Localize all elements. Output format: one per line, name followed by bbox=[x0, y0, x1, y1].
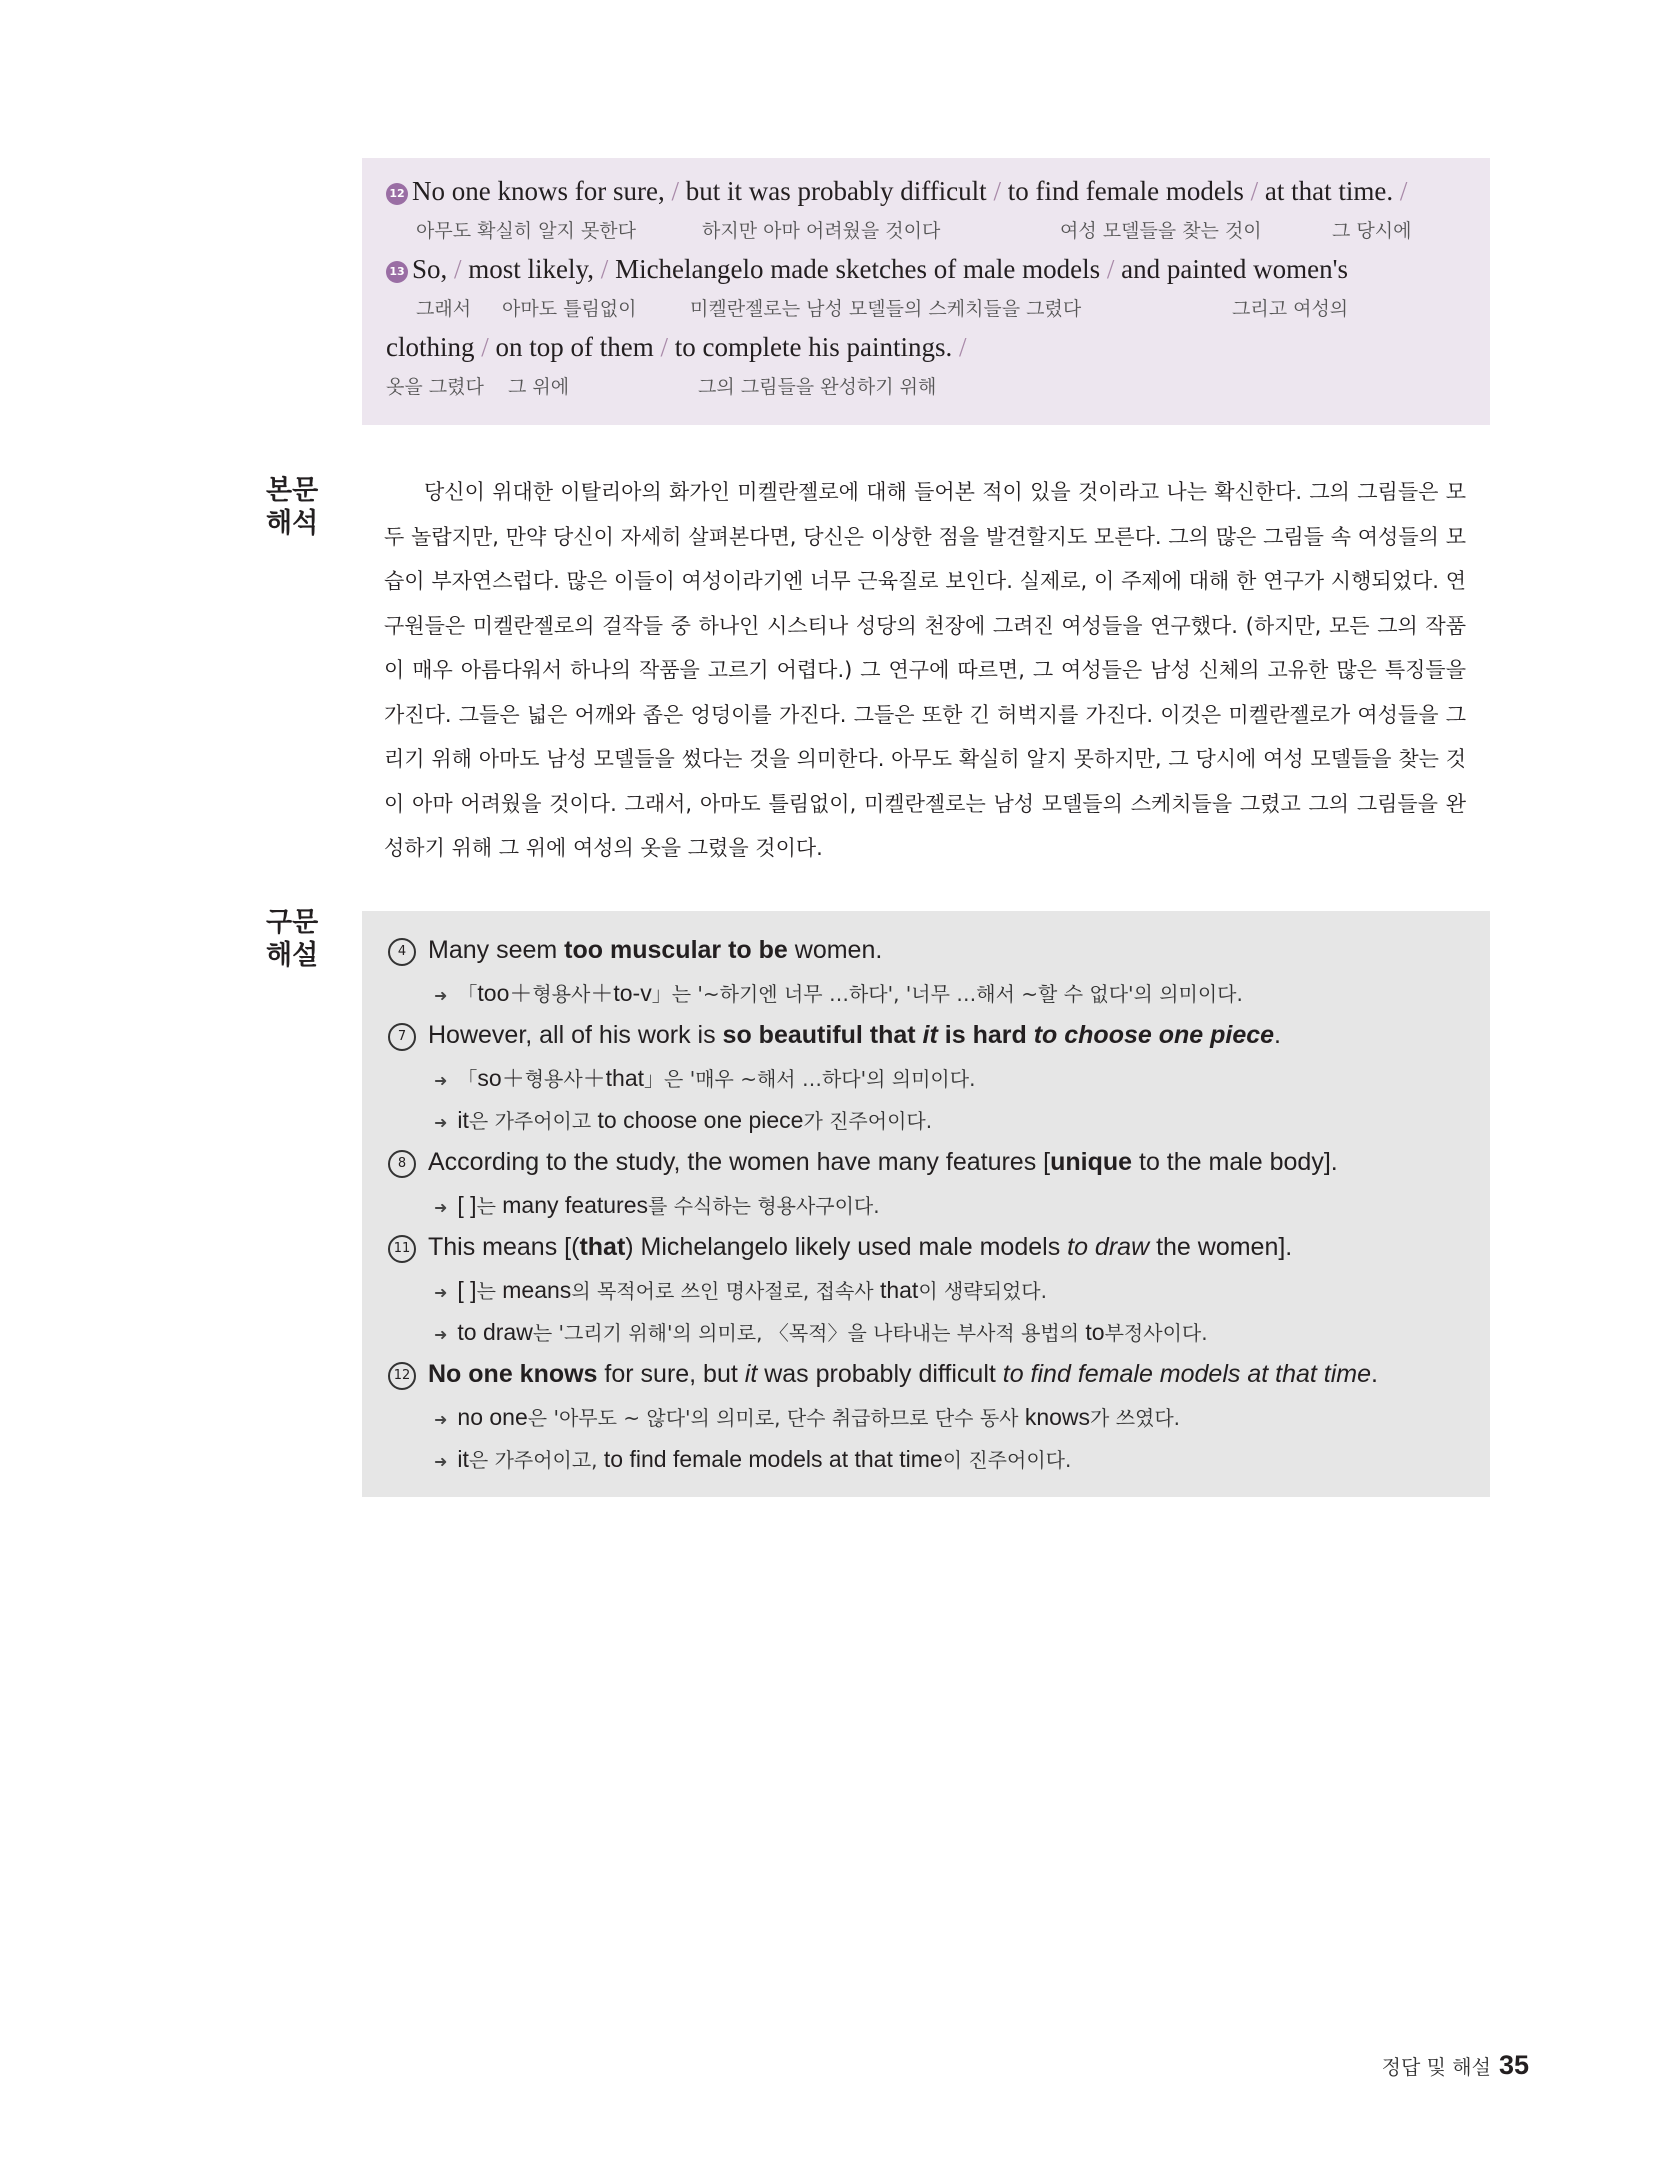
note-en: too＋ bbox=[477, 980, 533, 1006]
chunk-gloss: 그래서 bbox=[416, 298, 472, 320]
slash: / bbox=[1399, 176, 1408, 206]
note-en: it bbox=[457, 1107, 469, 1133]
arrow-icon: ➜ bbox=[434, 1410, 448, 1429]
chunk-text: at that time. bbox=[1264, 176, 1394, 206]
grammar-bold-italic: to choose one piece bbox=[1033, 1021, 1275, 1049]
grammar-text: women. bbox=[787, 936, 883, 964]
grammar-italic: it bbox=[744, 1360, 758, 1388]
chunk-gloss: 아무도 확실히 알지 못한다 bbox=[416, 220, 637, 242]
chunk-text: on top of them bbox=[495, 332, 654, 362]
slash: / bbox=[671, 176, 679, 206]
arrow-icon: ➜ bbox=[434, 1113, 448, 1132]
note-text: 는 bbox=[476, 1194, 503, 1218]
note-en: knows bbox=[1024, 1404, 1091, 1430]
grammar-text: ) Michelangelo likely used male models bbox=[625, 1233, 1068, 1261]
page-footer bbox=[1382, 2050, 1529, 2081]
note-en: ＋to-v bbox=[590, 980, 652, 1006]
section-label-translation bbox=[266, 474, 318, 540]
grammar-text: . bbox=[1371, 1360, 1378, 1388]
grammar-text: However, all of his work is bbox=[428, 1021, 723, 1049]
translation-paragraph: 당신이 위대한 이탈리아의 화가인 미켈란젤로에 대해 들어본 적이 있을 것이라고 나는 확신한다. 그의 그림들은 모두 놀랍지만, 만약 당신이 자세히 살펴본다면, 당신은 이상한 점을 발견할지도 모른다. 그의 많은 그림들 속 여성들의 모습이 부자연스럽다. 많은 이들이 여성이라기엔 너무 근육질로 보인다. 실제로, 이 주제에 대해 한 연구가 시행되었다. 연구원들은 미켈란젤로의 걸작들 중 하나인 시스티나 성당의 천장에 그려진 여성들을 연구했다. (하지만, 모든 그의 작품이 매우 아름다워서 하나의 작품을 고르기 어렵다.) 그 연구에 따르면, 그 여성들은 남성 신체의 고유한 많은 특징들을 가진다. 그들은 넓은 어깨와 좁은 엉덩이를 가진다. 그들은 또한 긴 허벅지를 가진다. 이것은 미켈란젤로가 여성들을 그리기 위해 아마도 남성 모델들을 썼다는 것을 의미한다. 아무도 확실히 알지 못하지만, 그 당시에 여성 모델들을 찾는 것이 아마 어려웠을 것이다. 그래서, 아마도 틀림없이, 미켈란젤로는 남성 모델들의 스케치들을 그렸고 그의 그림들을 완성하기 위해 그 위에 여성의 옷을 그렸을 것이다. bbox=[384, 480, 1466, 860]
grammar-text: for sure, but bbox=[597, 1360, 745, 1388]
chunk-gloss: 옷을 그렸다 bbox=[386, 376, 484, 398]
arrow-icon: ➜ bbox=[434, 1198, 448, 1217]
section-label-line: 해석 bbox=[266, 508, 319, 539]
sentence-number-icon: 13 bbox=[386, 261, 408, 283]
note-en: no one bbox=[457, 1404, 528, 1430]
chunk-text: and painted women's bbox=[1121, 254, 1348, 284]
note-en: [ ] bbox=[457, 1277, 477, 1303]
note-en: that bbox=[879, 1277, 919, 1303]
grammar-note bbox=[388, 1438, 1490, 1480]
chunk-text: but it was probably difficult bbox=[685, 176, 987, 206]
chunk-line-13 bbox=[386, 254, 1466, 332]
grammar-note bbox=[388, 1311, 1490, 1353]
chunk-gloss: 아마도 틀림없이 bbox=[502, 298, 637, 320]
arrow-icon: ➜ bbox=[434, 1452, 448, 1471]
section-label-grammar bbox=[266, 906, 318, 972]
grammar-note bbox=[388, 1057, 1490, 1099]
note-text: 이 진주어이다. bbox=[942, 1448, 1072, 1472]
section-label-line: 본문 bbox=[266, 475, 319, 506]
grammar-text: was probably difficult bbox=[757, 1360, 1003, 1388]
slash: / bbox=[600, 254, 609, 284]
note-text: 형용사 bbox=[532, 982, 591, 1006]
chunk-en bbox=[386, 176, 1407, 207]
slash: / bbox=[993, 176, 1001, 206]
slash: / bbox=[481, 332, 489, 362]
grammar-italic: to find female models at that time bbox=[1002, 1360, 1372, 1388]
slash: / bbox=[660, 332, 669, 362]
grammar-bold-italic: it bbox=[922, 1021, 938, 1049]
arrow-icon: ➜ bbox=[434, 986, 448, 1005]
note-text: 형용사 bbox=[524, 1067, 583, 1091]
chunk-gloss: 그 당시에 bbox=[1332, 220, 1412, 242]
note-text: 은 '아무도 ~ 않다'의 의미로, 단수 취급하므로 단수 동사 bbox=[527, 1406, 1025, 1430]
note-text: 「 bbox=[457, 1067, 478, 1091]
sentence-number-icon: 12 bbox=[388, 1362, 416, 1390]
grammar-note bbox=[388, 1184, 1490, 1226]
chunk-text: most likely, bbox=[468, 254, 595, 284]
grammar-text: Many seem bbox=[428, 936, 565, 964]
page-number: 35 bbox=[1498, 2050, 1529, 2080]
note-text: 「 bbox=[457, 982, 478, 1006]
chunk-gloss: 그 위에 bbox=[508, 376, 570, 398]
grammar-text: the women]. bbox=[1149, 1233, 1293, 1261]
note-text: 」은 '매우 ~해서 …하다'의 의미이다. bbox=[644, 1067, 976, 1091]
slash: / bbox=[1250, 176, 1259, 206]
chunk-gloss: 여성 모델들을 찾는 것이 bbox=[1060, 220, 1262, 242]
section-label-line: 해설 bbox=[266, 940, 319, 971]
note-en: to bbox=[1085, 1319, 1105, 1345]
grammar-bold: too muscular to be bbox=[564, 936, 788, 964]
grammar-text: . bbox=[1274, 1021, 1281, 1049]
chunk-text: So, bbox=[412, 254, 448, 284]
note-en: means bbox=[502, 1277, 572, 1303]
note-text: 가 진주어이다. bbox=[803, 1109, 933, 1133]
grammar-bold: that bbox=[579, 1233, 626, 1261]
note-text: 가 쓰였다. bbox=[1090, 1406, 1181, 1430]
chunk-gloss: 그의 그림들을 완성하기 위해 bbox=[698, 376, 937, 398]
chunk-text: to complete his paintings. bbox=[674, 332, 953, 362]
chunk-gloss: 미켈란젤로는 남성 모델들의 스케치들을 그렸다 bbox=[690, 298, 1082, 320]
grammar-item-12 bbox=[388, 1353, 1490, 1396]
footer-label: 정답 및 해설 bbox=[1381, 2055, 1491, 2079]
sentence-number-icon: 11 bbox=[388, 1235, 416, 1263]
grammar-bold: No one knows bbox=[428, 1360, 598, 1388]
note-text: 를 수식하는 형용사구이다. bbox=[648, 1194, 880, 1218]
grammar-bold: so beautiful that bbox=[722, 1021, 923, 1049]
note-en: many features bbox=[502, 1192, 649, 1218]
note-text: 」는 '~하기엔 너무 …하다', '너무 …해서 ~할 수 없다'의 의미이다. bbox=[651, 982, 1243, 1006]
note-text: 은 가주어이고 bbox=[468, 1109, 598, 1133]
note-text: 이 생략되었다. bbox=[918, 1279, 1047, 1303]
note-text: 은 가주어이고, bbox=[468, 1448, 604, 1472]
sentence-number-icon: 7 bbox=[388, 1023, 416, 1051]
chunk-text: to find female models bbox=[1007, 176, 1244, 206]
grammar-item-4 bbox=[388, 929, 1490, 972]
grammar-note bbox=[388, 1269, 1490, 1311]
note-en: to find female models at that time bbox=[603, 1446, 943, 1472]
grammar-text: to the male body]. bbox=[1132, 1148, 1338, 1176]
grammar-bold: unique bbox=[1050, 1148, 1133, 1176]
slash: / bbox=[1106, 254, 1115, 284]
note-en: to choose one piece bbox=[597, 1107, 804, 1133]
grammar-notes-box bbox=[362, 911, 1490, 1497]
chunk-text: Michelangelo made sketches of male models bbox=[615, 254, 1101, 284]
chunk-line-12 bbox=[386, 176, 1466, 254]
chunk-gloss: 하지만 아마 어려웠을 것이다 bbox=[702, 220, 941, 242]
note-en: ＋that bbox=[582, 1065, 645, 1091]
note-en: [ ] bbox=[457, 1192, 477, 1218]
arrow-icon: ➜ bbox=[434, 1071, 448, 1090]
note-text: 는 bbox=[476, 1279, 503, 1303]
grammar-text: This means [( bbox=[428, 1233, 580, 1261]
note-text: 는 '그리기 위해'의 의미로, 〈목적〉을 나타내는 부사적 용법의 bbox=[532, 1321, 1086, 1345]
note-en: it bbox=[457, 1446, 469, 1472]
chunk-text: clothing bbox=[386, 332, 475, 362]
grammar-item-7 bbox=[388, 1014, 1490, 1057]
grammar-item-8 bbox=[388, 1141, 1490, 1184]
sentence-number-icon: 4 bbox=[388, 938, 416, 966]
arrow-icon: ➜ bbox=[434, 1283, 448, 1302]
chunk-en bbox=[386, 254, 1348, 285]
chunk-reading-box bbox=[362, 158, 1490, 425]
chunk-text: No one knows for sure, bbox=[412, 176, 665, 206]
grammar-note bbox=[388, 1396, 1490, 1438]
chunk-en bbox=[386, 332, 967, 363]
chunk-line-13-cont bbox=[386, 332, 1466, 410]
grammar-text: According to the study, the women have many features [ bbox=[428, 1148, 1051, 1176]
arrow-icon: ➜ bbox=[434, 1325, 448, 1344]
note-en: so＋ bbox=[477, 1065, 525, 1091]
slash: / bbox=[958, 332, 967, 362]
sentence-number-icon: 12 bbox=[386, 183, 408, 205]
grammar-note bbox=[388, 972, 1490, 1014]
grammar-italic: to draw bbox=[1067, 1233, 1150, 1261]
slash: / bbox=[454, 254, 462, 284]
note-text: 의 목적어로 쓰인 명사절로, 접속사 bbox=[571, 1279, 880, 1303]
chunk-gloss: 그리고 여성의 bbox=[1232, 298, 1349, 320]
grammar-bold: is hard bbox=[937, 1021, 1034, 1049]
sentence-number-icon: 8 bbox=[388, 1150, 416, 1178]
grammar-note bbox=[388, 1099, 1490, 1141]
section-label-line: 구문 bbox=[266, 907, 319, 938]
note-en: to draw bbox=[457, 1319, 533, 1345]
grammar-item-11 bbox=[388, 1226, 1490, 1269]
note-text: 부정사이다. bbox=[1104, 1321, 1208, 1345]
